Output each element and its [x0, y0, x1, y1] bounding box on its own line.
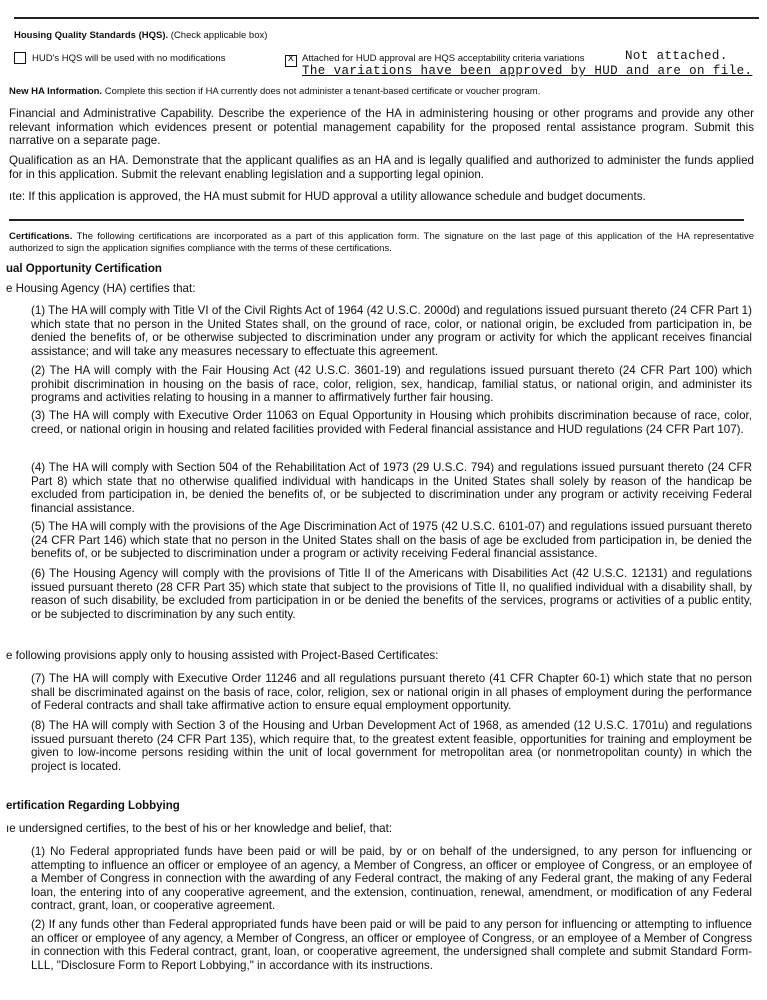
- equal-opportunity-heading: ual Opportunity Certification: [6, 263, 162, 275]
- hqs-typed-note-line2: The variations have been approved by HUD and are on file.: [302, 64, 753, 78]
- certifications-intro-text: The following certifications are incorporated as a part of this application form. The signature on the last page of this application of the HA representative authorized to sign the application signifies compliance with the terms of these certifications.: [9, 231, 755, 254]
- lobbying-item-1: (1) No Federal appropriated funds have been paid or will be paid, by or on behalf of the undersigned, to any person for influencing or attempting to influence an officer or employee of an agency, a Member of Congress, an officer or employee of Congress, or an employee of a Member of Congress in connection with the awarding of any Federal contract, the making of any Federal grant, the making of any Federal loan, the entering into of any cooperative agreement, and the extension, continuation, renewal, amendment, or modification of any Federal contract, grant, loan, or cooperative agreement.: [31, 845, 752, 913]
- pb-item-8: (8) The HA will comply with Section 3 of the Housing and Urban Development Act of 1968, as amended (12 U.S.C. 1701u) and regulations issued pursuant thereto (24 CFR Part 135), which require that, to the greatest extent feasible, opportunities for training and employment be given to low-income persons residing within the unit of local government for metropolitan area (or nonmetropolitan county) in which the project is located.: [31, 719, 752, 773]
- new-ha-heading: [9, 86, 754, 98]
- hqs-typed-note-line1: Not attached.: [625, 49, 728, 63]
- eo-item-6: (6) The Housing Agency will comply with the provisions of Title II of the Americans with Disabilities Act (42 U.S.C. 12131) and regulations issued pursuant thereto (28 CFR Part 35) which state that subject to the provisions of Title II, no qualified individual with a disability shall, by reason of such disability, be excluded from participation in or be denied the benefits of the services, programs or activities of a public entity, or be subjected to discrimination by any such entity.: [31, 567, 752, 621]
- lobbying-heading: ertification Regarding Lobbying: [6, 800, 180, 812]
- section-rule: [9, 219, 744, 221]
- hqs-title: Housing Quality Standards (HQS).: [14, 30, 169, 41]
- hqs-option2-checkbox[interactable]: [285, 55, 297, 67]
- new-ha-title: New HA Information.: [9, 86, 103, 97]
- lobbying-item-2: (2) If any funds other than Federal appropriated funds have been paid or will be paid to any person for influencing or attempting to influence an officer or employee of any agency, a Member of Congress, an officer or employee of Congress, or an employee of a Member of Congress in connection with this Federal contract, grant, loan, or cooperative agreement, the undersigned shall complete and submit Standard Form-LLL, "Disclosure Form to Report Lobbying," in accordance with its instructions.: [31, 918, 752, 972]
- eo-item-4: (4) The HA will comply with Section 504 of the Rehabilitation Act of 1973 (29 U.S.C. 794) and regulations issued pursuant thereto (24 CFR Part 8) which state that no otherwise qualified individual with handicaps in the United States shall solely by reason of the handicap be excluded from participation in, be denied the benefits of, or be subjected to discrimination under any program or activity receiving Federal financial assistance.: [31, 461, 752, 515]
- eo-item-1: (1) The HA will comply with Title VI of the Civil Rights Act of 1964 (42 U.S.C. 2000d) and regulations issued pursuant thereto (24 CFR Part 1) which state that no person in the United States shall, on the ground of race, color, or national origin, be excluded from participation in, be denied the benefits of, or be otherwise subjected to discrimination under any program or activity for which the applicant receives financial assistance; and will take any measures necessary to effectuate this agreement.: [31, 304, 752, 358]
- eo-item-3: (3) The HA will comply with Executive Order 11063 on Equal Opportunity in Housing which prohibits discrimination because of race, color, creed, or national origin in housing and related facilities provided with Federal financial assistance and HUD regulations (24 CFR Part 107).: [31, 409, 752, 436]
- hqs-option2-label: Attached for HUD approval are HQS acceptability criteria variations: [302, 53, 585, 64]
- hqs-instruction: (Check applicable box): [170, 30, 268, 41]
- equal-opportunity-lead: e Housing Agency (HA) certifies that:: [6, 282, 196, 295]
- hqs-option1-label: HUD's HQS will be used with no modifications: [32, 53, 226, 64]
- hqs-option1-checkbox[interactable]: [14, 52, 26, 64]
- certifications-intro: [9, 231, 754, 255]
- note-text: ıte: If this application is approved, the HA must submit for HUD approval a utility allowance schedule and budget documents.: [9, 190, 646, 203]
- new-ha-instruction: Complete this section if HA currently does not administer a tenant-based certificate or voucher program.: [104, 86, 541, 97]
- eo-item-2: (2) The HA will comply with the Fair Housing Act (42 U.S.C. 3601-19) and regulations issued pursuant thereto (24 CFR Part 100) which prohibit discrimination in housing on the basis of race, color, religion, sex, handicap, familial status, or national origin, and administer its programs and activities relating to housing in a manner to affirmatively further fair housing.: [31, 364, 752, 405]
- financial-capability-text: Financial and Administrative Capability. Describe the experience of the HA in administering housing or other programs and provide any other relevant information which evidences present or potential management capability for the proposed rental assistance program. Submit this narrative on a separate page.: [9, 107, 754, 148]
- hqs-heading: [14, 30, 267, 42]
- project-based-lead: e following provisions apply only to housing assisted with Project-Based Certificates:: [6, 649, 439, 662]
- lobbying-lead: ıe undersigned certifies, to the best of his or her knowledge and belief, that:: [6, 822, 393, 835]
- pb-item-7: (7) The HA will comply with Executive Order 11246 and all regulations pursuant thereto (41 CFR Chapter 60-1) which state that no person shall be discriminated against on the basis of race, color, religion, sex or national origin in all phases of employment during the performance of Federal contracts and shall take affirmative action to ensure equal employment opportunity.: [31, 672, 752, 713]
- qualification-text: Qualification as an HA. Demonstrate that the applicant qualifies as an HA and is legally qualified and authorized to administer the funds applied for in this application. Submit the relevant enabling legislation and a supporting legal opinion.: [9, 154, 754, 181]
- top-rule: [14, 17, 759, 19]
- certifications-title: Certifications.: [9, 231, 73, 242]
- eo-item-5: (5) The HA will comply with the provisions of the Age Discrimination Act of 1975 (42 U.S.C. 6101-07) and regulations issued pursuant thereto (24 CFR Part 146) which state that no person in the United States shall on the basis of age be excluded from participation in, be denied the benefits of, or be subjected to discrimination under a program or activity receiving Federal financial assistance.: [31, 520, 752, 561]
